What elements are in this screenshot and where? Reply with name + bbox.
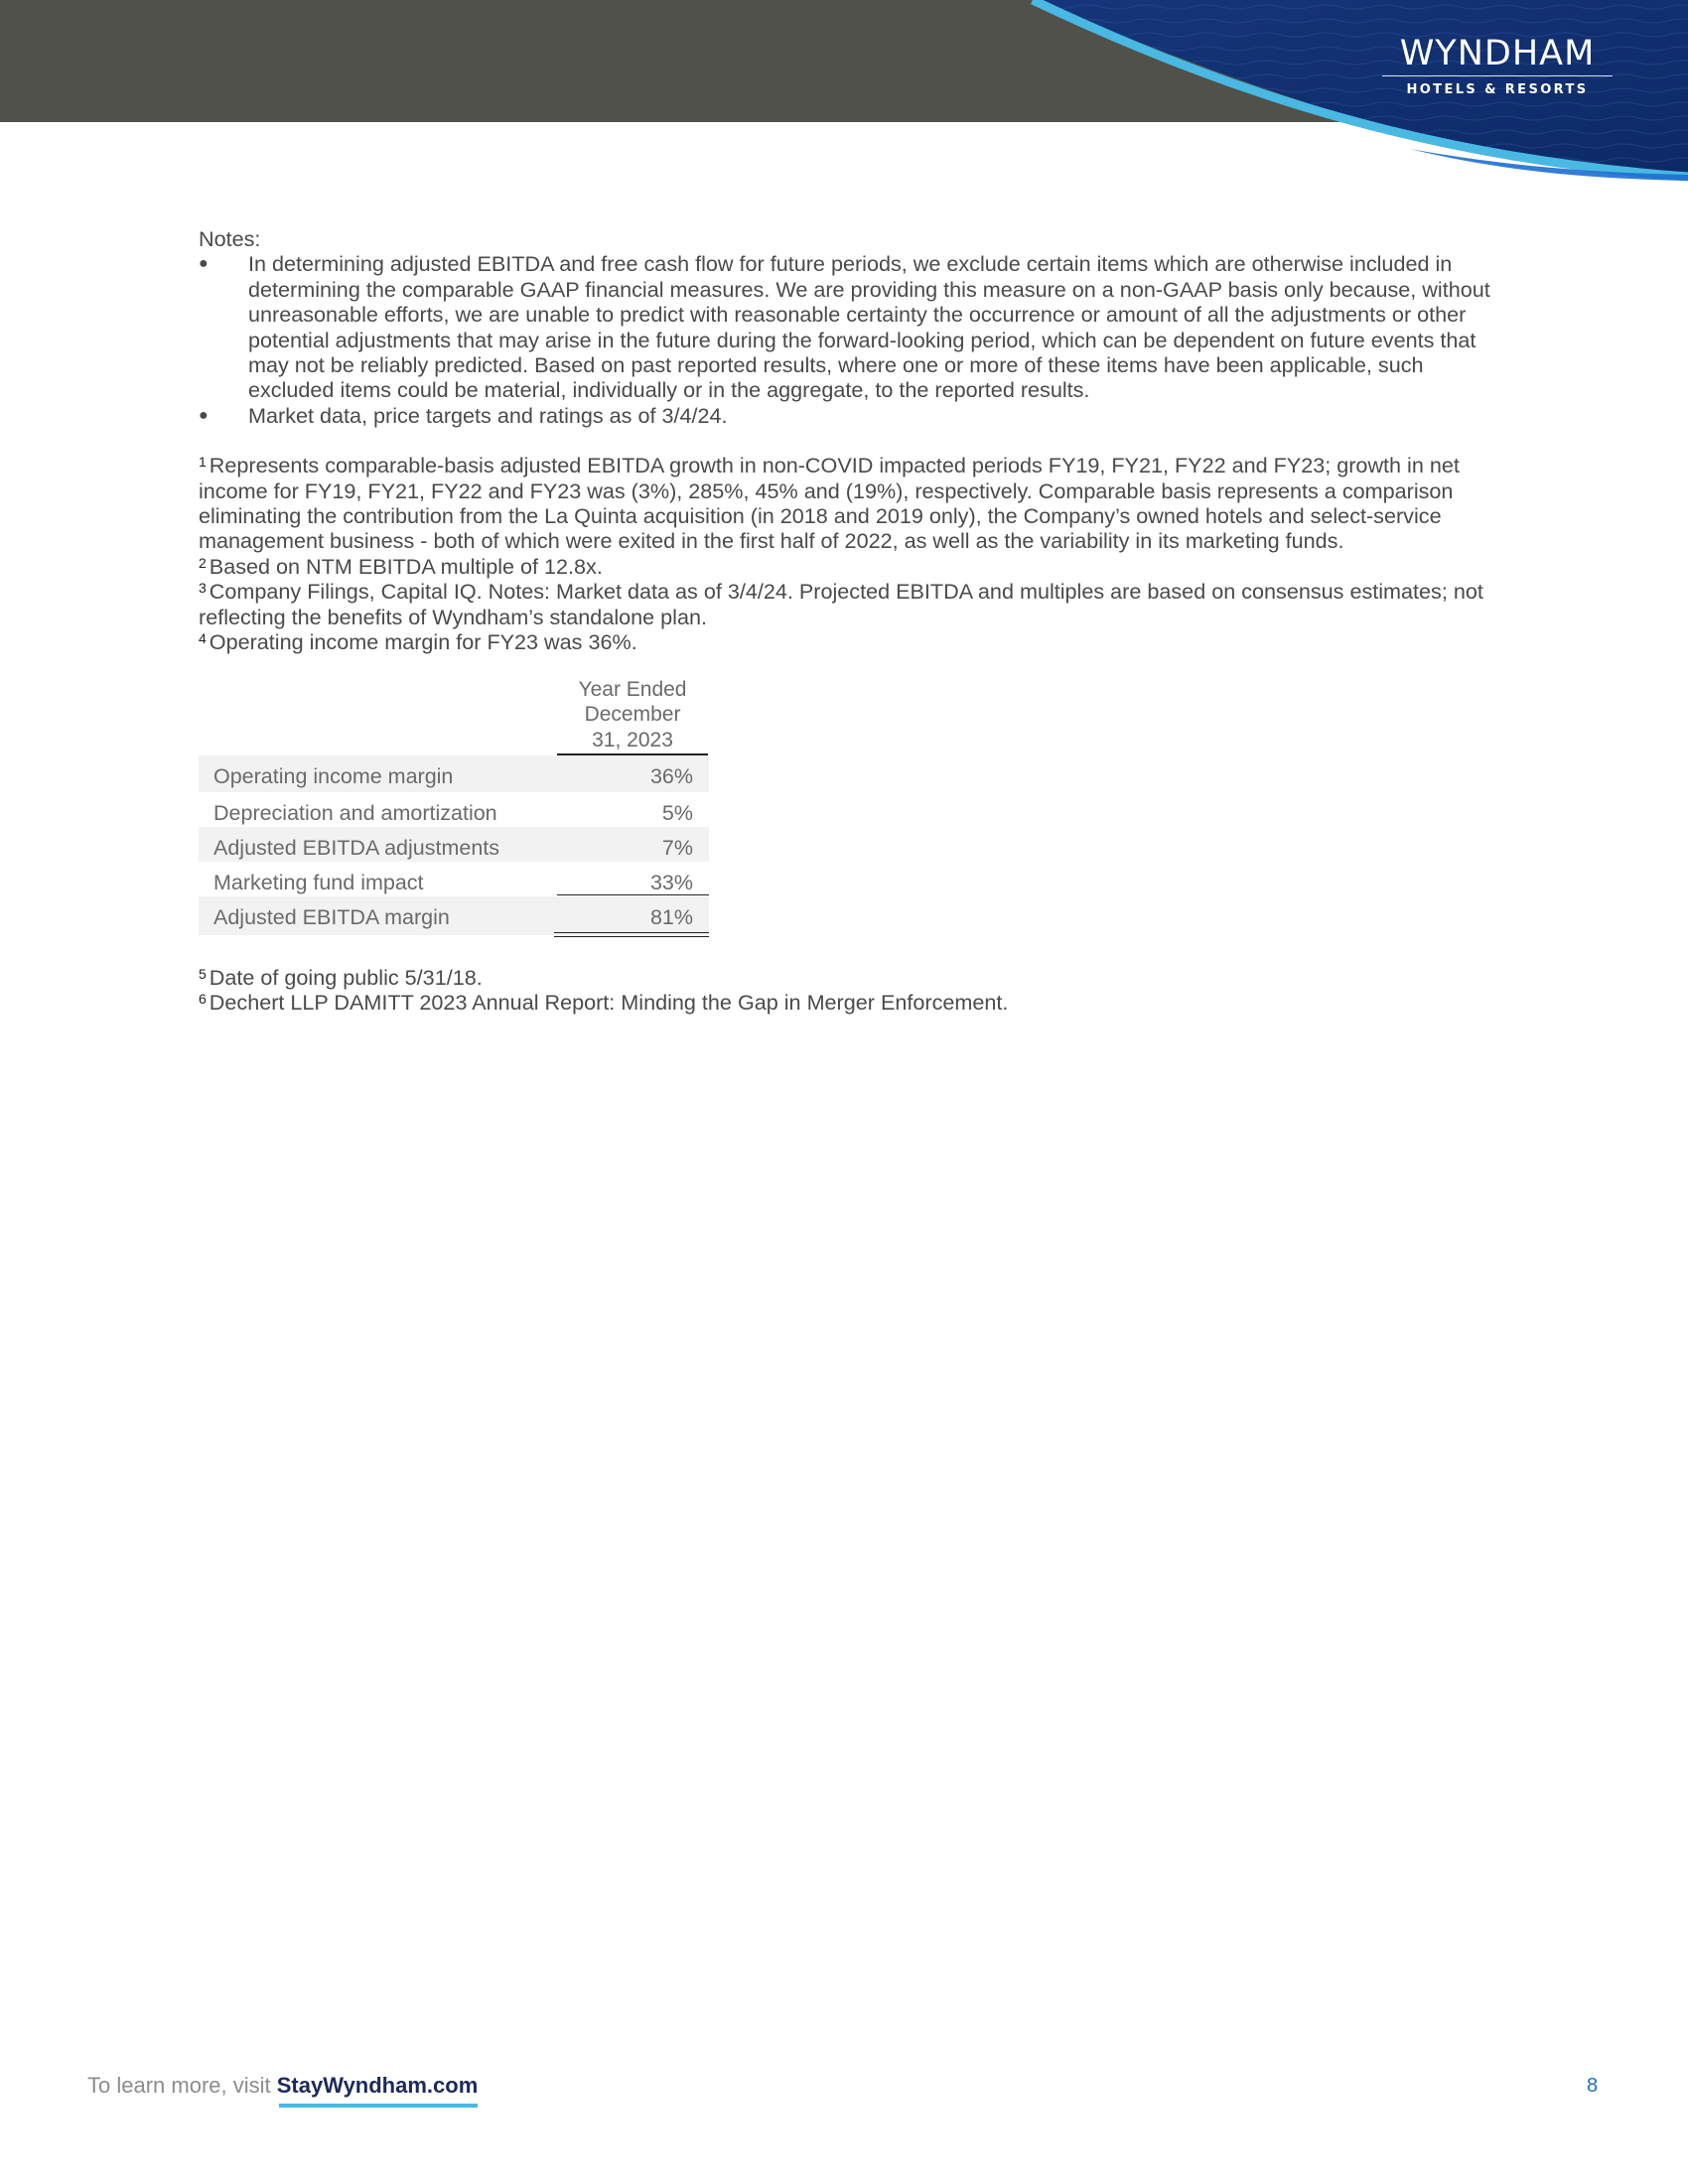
row-label: Adjusted EBITDA margin <box>213 905 450 929</box>
row-value: 36% <box>649 764 693 788</box>
footnote-number: 3 <box>199 580 207 597</box>
table-row <box>199 896 709 935</box>
table-row <box>199 792 709 827</box>
row-value: 81% <box>649 905 693 929</box>
table-header-line: December <box>584 703 681 726</box>
bullet-dot-icon: ● <box>199 255 209 273</box>
wyndham-logo <box>1378 34 1617 98</box>
footnote-text: Based on NTM EBITDA multiple of 12.8x. <box>209 553 603 579</box>
row-label: Marketing fund impact <box>213 871 424 894</box>
row-label: Depreciation and amortization <box>213 801 497 825</box>
footnote-number: 4 <box>199 630 207 647</box>
notes-content <box>199 226 1499 1016</box>
table-row <box>199 827 709 862</box>
row-value: 5% <box>661 801 693 825</box>
logo-divider <box>1382 75 1613 76</box>
bullet-dot-icon: ● <box>199 406 209 424</box>
ebitda-margin-table <box>199 677 709 936</box>
table-row <box>199 755 709 792</box>
logo-subtitle: HOTELS & RESORTS <box>1406 82 1589 97</box>
row-label: Operating income margin <box>213 764 454 788</box>
row-label: Adjusted EBITDA adjustments <box>213 836 500 860</box>
bullet-text: In determining adjusted EBITDA and free cash flow for future periods, we exclude certain items which are otherwise included in determining the comparable GAAP financial measures. We are providing this measure on a non-GAAP basis only because, without unreasonable efforts, we are unable to predict with reasonable certainty the occurrence or amount of all the adjustments or other potential adjustments that may arise in the future during the forward-looking period, which can be dependent on future events that may not be reliably predicted. Based on past reported results, where one or more of these items have been applicable, such excluded items could be material, individually or in the aggregate, to the reported results. <box>248 251 1490 403</box>
footnote-text: Date of going public 5/31/18. <box>209 965 483 990</box>
footnotes-list-continued <box>199 965 1499 1016</box>
row-value: 7% <box>661 836 693 860</box>
footnote-text: Operating income margin for FY23 was 36%. <box>209 629 637 655</box>
subtotal-rule <box>557 894 709 895</box>
footnote <box>199 629 1499 654</box>
bullet-item <box>199 251 1499 402</box>
logo-wordmark: WYNDHAM <box>1399 34 1596 73</box>
bullet-text: Market data, price targets and ratings as of 3/4/24. <box>248 402 728 428</box>
table-header-line: Year Ended <box>578 677 687 701</box>
footnote <box>199 453 1499 554</box>
footnote-number: 2 <box>199 554 207 571</box>
footnote <box>199 965 1499 990</box>
page-number: 8 <box>1587 2075 1599 2097</box>
table-column-header <box>557 677 708 756</box>
notes-bullet-list <box>199 251 1499 428</box>
bullet-item <box>199 403 1499 428</box>
staywyndham-link[interactable]: StayWyndham.com <box>276 2073 479 2098</box>
footer-prefix: To learn more, visit <box>87 2073 277 2098</box>
page-footer <box>87 2073 478 2099</box>
footnote <box>199 579 1499 629</box>
page-header <box>0 0 1688 189</box>
table-row <box>199 862 709 896</box>
row-value: 33% <box>649 871 693 894</box>
footnote-number: 5 <box>199 966 207 982</box>
footnote-number: 6 <box>199 991 207 1008</box>
footnote-text: Company Filings, Capital IQ. Notes: Market data as of 3/4/24. Projected EBITDA and multiples are based on consensus estimates; not reflecting the benefits of Wyndham’s standalone plan. <box>199 579 1483 629</box>
footnotes-list <box>199 453 1499 654</box>
footnote-text: Dechert LLP DAMITT 2023 Annual Report: Minding the Gap in Merger Enforcement. <box>209 990 1009 1016</box>
total-double-rule <box>554 932 709 937</box>
footnote-text: Represents comparable-basis adjusted EBITDA growth in non-COVID impacted periods FY19, FY21, FY22 and FY23; growth in net income for FY19, FY21, FY22 and FY23 was (3%), 285%, 45% and (19%), respectively. Comparable basis represents a comparison eliminating the contribution from the La Quinta acquisition (in 2018 and 2019 only), the Company’s owned hotels and select-service management business - both of which were exited in the first half of 2022, as well as the variability in its marketing funds. <box>199 453 1460 554</box>
notes-heading: Notes: <box>199 226 261 251</box>
footnote <box>199 554 1499 579</box>
footnote-number: 1 <box>199 454 207 471</box>
table-header-line: 31, 2023 <box>592 728 673 751</box>
footnote <box>199 990 1499 1015</box>
